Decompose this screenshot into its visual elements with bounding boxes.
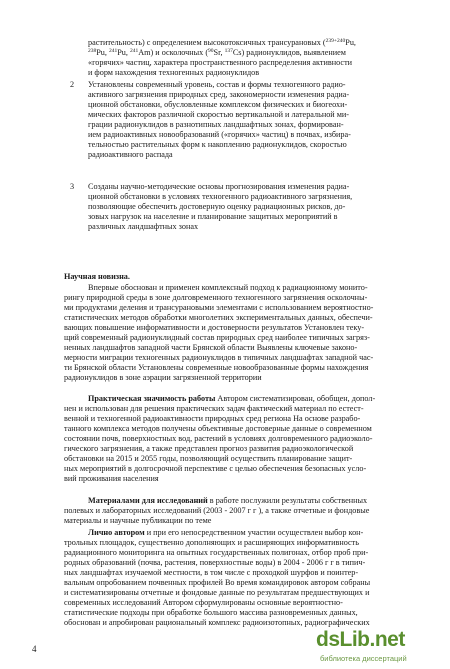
text-line: гического загрязнения, а также представлен прогноз развития радиоэкологической xyxy=(64,444,354,453)
list-number: 2 xyxy=(70,80,75,89)
text-line: вальным опробованием почвенных профилей Во время командировок автором собраны xyxy=(64,578,371,587)
text-line: грации радионуклидов в разнотипных ландшафтных зонах, формирован- xyxy=(88,120,344,129)
text-line: ных ландшафтах изучаемой местности, в том числе с проходкой шурфов и поинтер- xyxy=(64,568,359,577)
text-line: нен и использован для решения практических задач фактический материал по естест- xyxy=(64,404,364,413)
text-line: зовых нагрузок на население и планирование защитных мероприятий в xyxy=(88,212,338,221)
watermark[interactable] xyxy=(316,628,444,666)
text-line: мических факторов различной скоростью вертикальной и латеральной ми- xyxy=(88,110,350,119)
text-line: радионуклидов в зоне аэрации загрязненной территории xyxy=(64,373,262,382)
text-line: вий проживания населения xyxy=(64,474,159,483)
text-line: родных образований (почва, растения, поверхностные воды) в 2004 - 2006 г г в типич- xyxy=(64,558,366,567)
text-line: статистических методов обработки многолетних экспериментальных данных, обеспечи- xyxy=(64,313,373,322)
text-line: активного загрязнения природных сред, закономерности изменения радиа- xyxy=(88,90,350,99)
text-line: современных исследований Автором сформулированы основные вероятностно- xyxy=(64,598,343,607)
text-line: полевых и лабораторных исследований (2003 - 2007 г г ), а также отчетные и фондовые xyxy=(64,506,370,515)
text-line: Установлены современный уровень, состав и формы техногенного радио- xyxy=(88,80,346,89)
text-line: «горячих» частиц, характера пространственного распределения активности xyxy=(88,58,353,67)
text-line: ми продуктами деления и трансурановыми элементами с использованием вероятностно- xyxy=(64,303,374,312)
text-line: рингу природной среды в зоне долговременного техногенного загрязнения осколочны- xyxy=(64,293,368,302)
text-line: растительность) с определением высокотоксичных трансурановых ($^{239+240}$Pu, xyxy=(88,38,356,47)
watermark-subtitle: библиотека диссертаций xyxy=(320,654,407,663)
text-line: ти Брянской области Установлены современные новообразованные формы нахождения xyxy=(64,363,369,372)
text-line: радиационного мониторинга на опытных государственных полигонах, отбор проб при- xyxy=(64,548,369,557)
text-line: Лично автором и при его непосредственном участии осуществлен выбор кон- xyxy=(88,528,364,537)
text-line: Практическая значимость работы Автором систематизирован, обобщен, допол- xyxy=(88,394,376,403)
section-heading: Научная новизна. xyxy=(64,272,130,281)
text-line: ием радиоактивных новообразований («горячих» частиц) в почвах, избира- xyxy=(88,130,351,139)
text-line: ных мероприятий в долгосрочной перспективе с целью обеспечения безопасных усло- xyxy=(64,464,367,473)
page-number: 4 xyxy=(32,644,37,654)
watermark-logo: dsLib.net xyxy=(316,628,405,651)
text-line: Созданы научно-методические основы прогнозирования изменения радиа- xyxy=(88,182,350,191)
text-line: и форм нахождения техногенных радионуклидов xyxy=(88,68,260,77)
text-line: танного комплекса методов получены объективные достоверные данные о современном xyxy=(64,424,372,433)
text-line: трольных площадок, существенно дополняющих и расширяющих информативность xyxy=(64,538,359,547)
text-line: мерности миграции техногенных радионуклидов в типичных ландшафтах западной час- xyxy=(64,353,374,362)
text-line: ненных ландшафтов западной части Брянской области Выявлены ключевые законо- xyxy=(64,343,358,352)
text-line: материалы и научные публикации по теме xyxy=(64,516,212,525)
text-line: ционной обстановки, обусловленные комплексом физических и биогеохи- xyxy=(88,100,348,109)
text-line: состоянии почв, поверхностных вод, растений в условиях долговременного радиоэколо- xyxy=(64,434,373,443)
text-line: статистические подходы при обработке большого массива разновременных данных, xyxy=(64,608,358,617)
text-line: радиоактивного распада xyxy=(88,150,173,159)
text-line: венной и техногенной радиоактивности природных сред региона На основе разрабо- xyxy=(64,414,361,423)
text-line: обоснован и апробирован рациональный комплекс радиоизотопных, радиографических xyxy=(64,618,370,627)
text-line: ционной обстановки в условиях техногенного радиоактивного загрязнения, xyxy=(88,192,353,201)
text-line: щий современный радионуклидный состав природных сред наиболее типичных загряз- xyxy=(64,333,370,342)
text-line: различных ландшафтных зонах xyxy=(88,222,199,231)
text-line: и систематизированы отчетные и фондовые данные по результатам предшествующих и xyxy=(64,588,370,597)
text-line: вающих повышение информативности и достоверности результатов Установлен теку- xyxy=(64,323,365,332)
text-line: обстановки на 2015 и 2055 годы, позволяющий осуществить планирование защит- xyxy=(64,454,353,463)
text-line: Впервые обоснован и применен комплексный подход к радиационному монито- xyxy=(88,283,368,292)
text-line: Материалами для исследований в работе послужили результаты собственных xyxy=(88,496,368,505)
text-line: позволяющие обеспечить достоверную оценку радиационных рисков, до- xyxy=(88,202,346,211)
list-number: 3 xyxy=(70,182,75,191)
text-line: $^{238}$Pu, $^{241}$Pu, $^{241}$Am) и осколочных ($^{90}$Sr, $^{137}$Cs) радионуклидов, выявлением xyxy=(88,48,346,57)
text-line: тельностью растительных форм к накоплению радионуклидов, скоростью xyxy=(88,140,347,149)
